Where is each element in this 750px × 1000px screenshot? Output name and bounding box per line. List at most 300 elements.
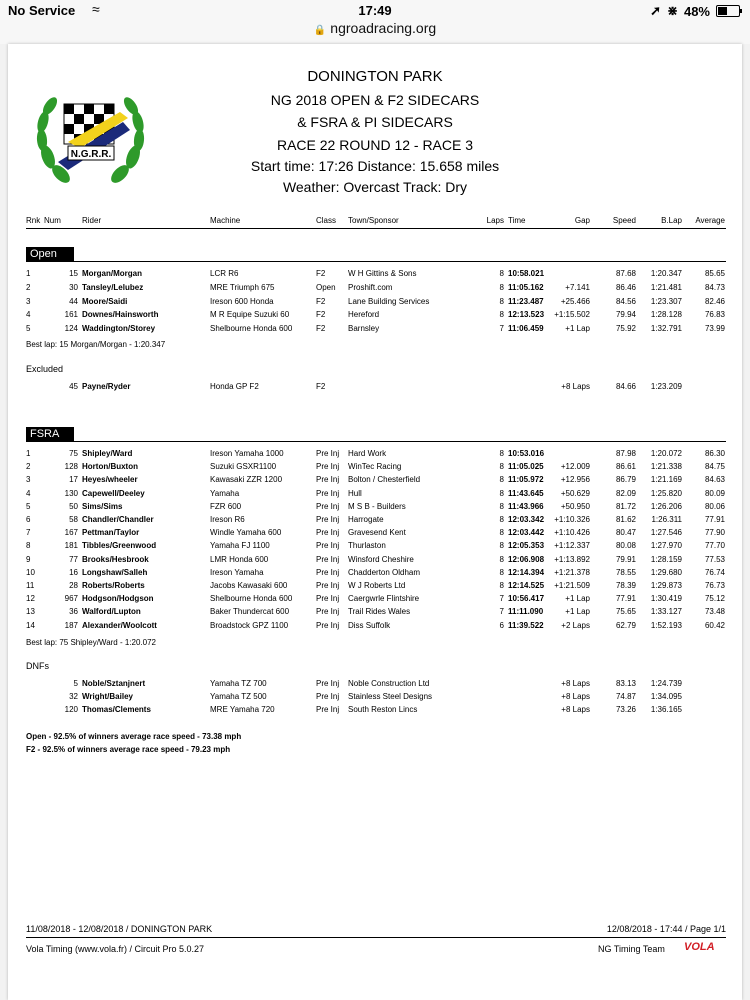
fsra-cls: Pre Inj (316, 515, 340, 524)
fsra-machine: Ireson Yamaha (210, 567, 264, 577)
fsra-blap: 1:25.820 (650, 488, 682, 498)
fsra-cls: Pre Inj (316, 528, 340, 538)
fsra-blap: 1:29.680 (650, 567, 682, 577)
fsra-town: WinTec Racing (348, 462, 402, 472)
fsra-time: 10:56.417 (508, 594, 545, 604)
column-header-gap: Gap (574, 216, 590, 225)
excluded-machine: Honda GP F2 (210, 382, 259, 391)
open-rider: Moore/Saidi (82, 296, 128, 306)
fsra-speed: 78.39 (615, 581, 636, 590)
dnf-rider: Thomas/Clements (82, 705, 151, 715)
fsra-num: 16 (69, 567, 78, 577)
dnf-blap: 1:34.095 (650, 692, 682, 702)
fsra-laps: 7 (499, 607, 504, 617)
fsra-machine: Yamaha (210, 488, 240, 498)
section-open: Open (26, 247, 74, 261)
fsra-avg: 76.74 (704, 567, 725, 577)
fsra-laps: 8 (499, 515, 504, 524)
open-blap: 1:28.128 (650, 310, 682, 320)
open-gap: +1 Lap (565, 324, 590, 334)
fsra-rnk: 11 (26, 581, 35, 590)
fsra-laps: 6 (499, 620, 504, 630)
fsra-town: Harrogate (348, 515, 384, 524)
results-sheet (8, 44, 742, 1000)
fsra-gap: +1:12.337 (554, 541, 590, 551)
fsra-speed: 75.65 (615, 607, 636, 617)
open-rider: Waddington/Storey (82, 324, 156, 334)
fsra-avg: 60.42 (704, 620, 725, 630)
fsra-laps: 8 (499, 462, 504, 472)
open-rnk: 4 (26, 310, 31, 320)
fsra-blap: 1:27.970 (650, 541, 682, 551)
open-blap: 1:20.347 (650, 269, 682, 278)
excluded-title: Excluded (26, 364, 64, 374)
fsra-gap: +12.009 (560, 462, 590, 472)
open-machine: M R Equipe Suzuki 60 (210, 310, 290, 320)
fsra-speed: 79.91 (615, 554, 636, 564)
open-town: Proshift.com (348, 282, 393, 292)
open-rider: Downes/Hainsworth (82, 310, 159, 320)
open-time: 11:23.487 (508, 296, 544, 306)
dnf-speed: 73.26 (615, 705, 636, 715)
race-line: RACE 22 ROUND 12 - RACE 3 (276, 137, 474, 153)
fsra-laps: 8 (499, 475, 504, 485)
open-rnk: 1 (26, 269, 31, 278)
open-speed-note: Open - 92.5% of winners average race speed - 73.38 mph (26, 732, 242, 741)
dnf-machine: Yamaha TZ 500 (210, 692, 267, 702)
clock: 17:49 (358, 3, 392, 18)
fsra-time: 11:39.522 (508, 620, 544, 630)
fsra-speed: 81.62 (615, 515, 636, 524)
open-machine: MRE Triumph 675 (210, 282, 275, 292)
fsra-num: 167 (64, 528, 78, 538)
dnf-machine: Yamaha TZ 700 (210, 679, 267, 688)
fsra-avg: 84.63 (704, 475, 725, 485)
dnf-speed: 74.87 (615, 692, 636, 702)
carrier-label: No Service (8, 3, 76, 18)
dnf-speed: 83.13 (615, 679, 636, 688)
fsra-time: 12:05.353 (508, 541, 545, 551)
fsra-town: Gravesend Kent (348, 528, 406, 538)
open-machine: Shelbourne Honda 600 (210, 324, 293, 334)
fsra-avg: 80.06 (704, 501, 725, 511)
open-num: 161 (64, 310, 78, 320)
open-laps: 7 (499, 324, 504, 334)
fsra-town: M S B - Builders (348, 501, 406, 511)
fsra-cls: Pre Inj (316, 501, 340, 511)
fsra-time: 12:14.394 (508, 567, 545, 577)
fsra-num: 75 (69, 449, 78, 458)
fsra-time: 12:03.442 (508, 528, 545, 538)
column-header-laps: Laps (486, 216, 504, 225)
fsra-speed: 86.61 (615, 462, 636, 472)
open-speed: 75.92 (615, 324, 636, 334)
dnf-cls: Pre Inj (316, 705, 340, 715)
fsra-time: 11:05.972 (508, 475, 544, 485)
fsra-cls: Pre Inj (316, 475, 340, 485)
fsra-machine: Ireson R6 (210, 515, 245, 524)
fsra-laps: 8 (499, 528, 504, 538)
fsra-machine: Ireson Yamaha 1000 (210, 449, 284, 458)
open-avg: 82.46 (704, 296, 725, 306)
fsra-speed: 77.91 (615, 594, 636, 604)
fsra-rnk: 14 (26, 620, 35, 630)
footer-divider (26, 937, 726, 938)
dnf-blap: 1:36.165 (650, 705, 682, 715)
fsra-time: 11:11.090 (508, 607, 544, 617)
fsra-machine: Broadstock GPZ 1100 (210, 620, 289, 630)
open-time: 11:06.459 (508, 324, 544, 334)
open-avg: 85.65 (704, 269, 725, 278)
fsra-avg: 77.90 (704, 528, 725, 538)
fsra-rider: Walford/Lupton (82, 607, 141, 617)
open-speed: 86.46 (615, 282, 636, 292)
column-header-speed: Speed (612, 216, 636, 225)
open-rider: Tansley/Lelubez (82, 282, 144, 292)
excluded-blap: 1:23.209 (650, 382, 682, 391)
open-rider: Morgan/Morgan (82, 269, 142, 278)
fsra-speed: 80.47 (615, 528, 636, 538)
fsra-machine: Suzuki GSXR1100 (210, 462, 277, 472)
column-header-rnk: Rnk (26, 216, 41, 225)
fsra-rnk: 10 (26, 567, 35, 577)
fsra-rnk: 5 (26, 501, 31, 511)
fsra-speed: 78.55 (615, 567, 636, 577)
open-avg: 73.99 (704, 324, 725, 334)
fsra-rnk: 9 (26, 554, 31, 564)
logo-text: N.G.R.R. (70, 149, 112, 160)
fsra-blap: 1:52.193 (650, 620, 682, 630)
fsra-laps: 7 (499, 594, 504, 604)
column-header-machine: Machine (210, 216, 241, 225)
location-icon: ➚ (650, 3, 662, 18)
fsra-time: 11:43.966 (508, 501, 544, 511)
fsra-cls: Pre Inj (316, 581, 340, 590)
fsra-rnk: 8 (26, 541, 31, 551)
fsra-num: 17 (69, 475, 78, 485)
fsra-num: 36 (69, 607, 78, 617)
dnf-title: DNFs (26, 661, 49, 671)
fsra-rider: Longshaw/Salleh (82, 567, 148, 577)
dnf-rider: Wright/Bailey (82, 692, 133, 702)
dnf-num: 5 (73, 679, 78, 688)
dnf-machine: MRE Yamaha 720 (210, 705, 275, 715)
fsra-town: Hard Work (348, 449, 387, 458)
fsra-laps: 8 (499, 501, 504, 511)
fsra-avg: 80.09 (704, 488, 725, 498)
fsra-rnk: 13 (26, 607, 35, 617)
open-num: 30 (69, 282, 78, 292)
dnf-cls: Pre Inj (316, 679, 340, 688)
url-text: ngroadracing.org (330, 20, 437, 36)
dnf-blap: 1:24.739 (650, 679, 682, 688)
fsra-speed: 87.98 (615, 449, 636, 458)
excluded-rider: Payne/Ryder (82, 382, 131, 391)
fsra-divider (26, 441, 726, 442)
fsra-cls: Pre Inj (316, 567, 340, 577)
fsra-time: 12:14.525 (508, 581, 545, 590)
fsra-avg: 76.73 (704, 581, 725, 590)
weather-line: Weather: Overcast Track: Dry (282, 179, 468, 195)
column-header-blap: B.Lap (661, 216, 682, 225)
fsra-town: Trail Rides Wales (348, 607, 411, 617)
fsra-cls: Pre Inj (316, 594, 340, 604)
dnf-num: 32 (69, 692, 78, 702)
open-town: Barnsley (348, 324, 380, 334)
fsra-rider: Chandler/Chandler (82, 515, 154, 524)
status-bar (0, 0, 750, 44)
battery-icon (716, 5, 740, 17)
fsra-gap: +1 Lap (565, 594, 590, 604)
open-laps: 8 (499, 296, 504, 306)
open-cls: Open (316, 282, 336, 292)
open-gap: +7.141 (565, 282, 590, 292)
fsra-laps: 8 (499, 541, 504, 551)
open-blap: 1:23.307 (650, 296, 682, 306)
open-laps: 8 (499, 269, 504, 278)
fsra-rider: Sims/Sims (82, 501, 123, 511)
open-rnk: 5 (26, 324, 31, 334)
address-bar[interactable] (0, 20, 750, 36)
fsra-rnk: 2 (26, 462, 31, 472)
column-header-average: Average (695, 216, 725, 225)
dnf-rider: Noble/Sztanjnert (82, 679, 146, 688)
open-num: 124 (64, 324, 78, 334)
fsra-blap: 1:20.072 (650, 449, 682, 458)
fsra-laps: 8 (499, 488, 504, 498)
column-header-class: Class (316, 216, 337, 225)
fsra-avg: 84.75 (704, 462, 725, 472)
open-gap: +25.466 (560, 296, 590, 306)
fsra-rider: Roberts/Roberts (82, 581, 145, 590)
open-cls: F2 (316, 324, 326, 334)
fsra-town: Caergwrle Flintshire (348, 594, 420, 604)
fsra-cls: Pre Inj (316, 541, 340, 551)
fsra-gap: +1:21.509 (554, 581, 590, 590)
fsra-blap: 1:33.127 (650, 607, 682, 617)
open-divider (26, 261, 726, 262)
fsra-town: Thurlaston (348, 541, 386, 551)
fsra-blap: 1:21.338 (650, 462, 682, 472)
fsra-speed: 86.79 (615, 475, 636, 485)
fsra-laps: 8 (499, 567, 504, 577)
open-rnk: 2 (26, 282, 31, 292)
fsra-rider: Brooks/Hesbrook (82, 554, 149, 564)
fsra-num: 130 (64, 488, 78, 498)
open-laps: 8 (499, 310, 504, 320)
vola-logo: VOLA (684, 941, 715, 953)
dnf-town: South Reston Lincs (348, 705, 418, 715)
column-header-town: Town/Sponsor (348, 216, 399, 225)
open-machine: LCR R6 (210, 269, 239, 278)
fsra-best-lap: Best lap: 75 Shipley/Ward - 1:20.072 (26, 638, 156, 647)
fsra-gap: +50.950 (560, 501, 590, 511)
open-rnk: 3 (26, 296, 31, 306)
fsra-time: 12:06.908 (508, 554, 545, 564)
fsra-num: 967 (64, 594, 78, 604)
fsra-machine: Kawasaki ZZR 1200 (210, 475, 283, 485)
fsra-rider: Capewell/Deeley (82, 488, 145, 498)
fsra-rider: Tibbles/Greenwood (82, 541, 157, 551)
excluded-num: 45 (69, 382, 78, 391)
excluded-cls: F2 (316, 382, 326, 391)
fsra-gap: +1:13.892 (554, 554, 590, 564)
fsra-avg: 73.48 (704, 607, 725, 617)
fsra-time: 11:05.025 (508, 462, 544, 472)
fsra-town: Winsford Cheshire (348, 554, 414, 564)
footer-page: 12/08/2018 - 17:44 / Page 1/1 (606, 924, 726, 934)
wifi-icon: ≈ (92, 1, 100, 17)
open-cls: F2 (316, 269, 326, 278)
fsra-num: 58 (69, 515, 78, 524)
fsra-gap: +1:21.378 (554, 567, 590, 577)
open-time: 11:05.162 (508, 282, 544, 292)
fsra-cls: Pre Inj (316, 554, 340, 564)
open-avg: 84.73 (704, 282, 725, 292)
header-divider (26, 228, 726, 229)
dnf-cls: Pre Inj (316, 692, 340, 702)
column-header-time: Time (508, 216, 526, 225)
fsra-avg: 75.12 (704, 594, 725, 604)
fsra-speed: 82.09 (615, 488, 636, 498)
dnf-town: Stainless Steel Designs (348, 692, 433, 702)
fsra-rider: Shipley/Ward (82, 449, 133, 458)
fsra-rider: Pettman/Taylor (82, 528, 140, 538)
open-blap: 1:21.481 (650, 282, 682, 292)
open-time: 10:58.021 (508, 269, 545, 278)
footer-team: NG Timing Team (598, 944, 665, 954)
fsra-speed: 80.08 (615, 541, 636, 551)
fsra-machine: Baker Thundercat 600 (210, 607, 290, 617)
open-gap: +1:15.502 (554, 310, 590, 320)
fsra-laps: 8 (499, 581, 504, 590)
fsra-blap: 1:26.206 (650, 501, 682, 511)
fsra-avg: 77.53 (704, 554, 725, 564)
open-town: W H Gittins & Sons (348, 269, 417, 278)
fsra-cls: Pre Inj (316, 607, 340, 617)
open-time: 12:13.523 (508, 310, 545, 320)
fsra-cls: Pre Inj (316, 449, 340, 458)
dnf-num: 120 (64, 705, 78, 715)
fsra-machine: Jacobs Kawasaki 600 (210, 581, 288, 590)
column-header-num: Num (44, 216, 61, 225)
fsra-town: Chadderton Oldham (348, 567, 421, 577)
fsra-gap: +1 Lap (565, 607, 590, 617)
fsra-gap: +2 Laps (561, 620, 590, 630)
fsra-rnk: 7 (26, 528, 31, 538)
fsra-gap: +1:10.426 (554, 528, 590, 538)
fsra-num: 187 (64, 620, 78, 630)
f2-speed-note: F2 - 92.5% of winners average race speed - 79.23 mph (26, 745, 231, 754)
battery-percent: 48% (683, 3, 710, 19)
open-machine: Ireson 600 Honda (210, 296, 274, 306)
open-speed: 84.56 (615, 296, 636, 306)
footer-software: Vola Timing (www.vola.fr) / Circuit Pro 5.0.27 (26, 944, 205, 954)
fsra-laps: 8 (499, 449, 504, 458)
section-fsra: FSRA (26, 427, 74, 441)
fsra-rnk: 6 (26, 515, 31, 524)
fsra-cls: Pre Inj (316, 488, 340, 498)
dnf-gap: +8 Laps (561, 679, 590, 688)
open-num: 15 (69, 269, 78, 278)
fsra-avg: 86.30 (704, 449, 725, 458)
footer-dates: 11/08/2018 - 12/08/2018 / DONINGTON PARK (26, 924, 213, 934)
fsra-rnk: 3 (26, 475, 31, 485)
venue-title: DONINGTON PARK (307, 68, 443, 85)
fsra-gap: +12.956 (560, 475, 590, 485)
lock-icon: 🔒 (313, 25, 327, 36)
fsra-time: 11:43.645 (508, 488, 544, 498)
event-title-line1: NG 2018 OPEN & F2 SIDECARS (270, 92, 480, 108)
fsra-blap: 1:27.546 (650, 528, 682, 538)
dnf-town: Noble Construction Ltd (348, 679, 430, 688)
fsra-blap: 1:29.873 (650, 581, 682, 590)
open-blap: 1:32.791 (650, 324, 682, 334)
fsra-speed: 62.79 (615, 620, 636, 630)
fsra-machine: Yamaha FJ 1100 (210, 541, 270, 551)
fsra-town: Diss Suffolk (348, 620, 391, 630)
open-cls: F2 (316, 296, 326, 306)
dnf-gap: +8 Laps (561, 692, 590, 702)
fsra-machine: Shelbourne Honda 600 (210, 594, 293, 604)
excluded-gap: +8 Laps (561, 382, 590, 391)
fsra-machine: LMR Honda 600 (210, 554, 269, 564)
fsra-blap: 1:21.169 (650, 475, 682, 485)
dnf-gap: +8 Laps (561, 705, 590, 715)
fsra-rider: Hodgson/Hodgson (82, 594, 154, 604)
fsra-rnk: 4 (26, 488, 31, 498)
fsra-town: W J Roberts Ltd (348, 581, 406, 590)
column-header-rider: Rider (82, 216, 102, 225)
fsra-avg: 77.70 (704, 541, 725, 551)
excluded-speed: 84.66 (615, 382, 636, 391)
open-laps: 8 (499, 282, 504, 292)
fsra-rnk: 12 (26, 594, 35, 604)
fsra-rider: Horton/Buxton (82, 462, 138, 472)
fsra-cls: Pre Inj (316, 462, 340, 472)
fsra-time: 12:03.342 (508, 515, 545, 524)
fsra-num: 128 (64, 462, 78, 472)
open-town: Lane Building Services (348, 296, 430, 306)
fsra-machine: Windle Yamaha 600 (210, 528, 282, 538)
fsra-town: Bolton / Chesterfield (348, 475, 421, 485)
fsra-avg: 77.91 (704, 515, 725, 524)
fsra-laps: 8 (499, 554, 504, 564)
fsra-cls: Pre Inj (316, 620, 340, 630)
open-cls: F2 (316, 310, 326, 320)
fsra-town: Hull (348, 488, 362, 498)
open-town: Hereford (348, 310, 380, 320)
fsra-num: 50 (69, 501, 78, 511)
fsra-rnk: 1 (26, 449, 31, 458)
start-distance-line: Start time: 17:26 Distance: 15.658 miles (250, 158, 500, 174)
fsra-num: 28 (69, 581, 78, 590)
event-title-line2: & FSRA & PI SIDECARS (297, 114, 453, 130)
fsra-blap: 1:28.159 (650, 554, 682, 564)
fsra-gap: +50.629 (560, 488, 590, 498)
fsra-speed: 81.72 (615, 501, 636, 511)
open-speed: 79.94 (615, 310, 636, 320)
fsra-num: 181 (64, 541, 78, 551)
fsra-blap: 1:30.419 (650, 594, 682, 604)
open-avg: 76.83 (704, 310, 725, 320)
open-speed: 87.68 (615, 269, 636, 278)
open-best-lap: Best lap: 15 Morgan/Morgan - 1:20.347 (26, 340, 166, 349)
fsra-rider: Heyes/wheeler (82, 475, 138, 485)
fsra-num: 77 (69, 554, 78, 564)
fsra-gap: +1:10.326 (554, 515, 590, 524)
fsra-blap: 1:26.311 (651, 515, 682, 524)
